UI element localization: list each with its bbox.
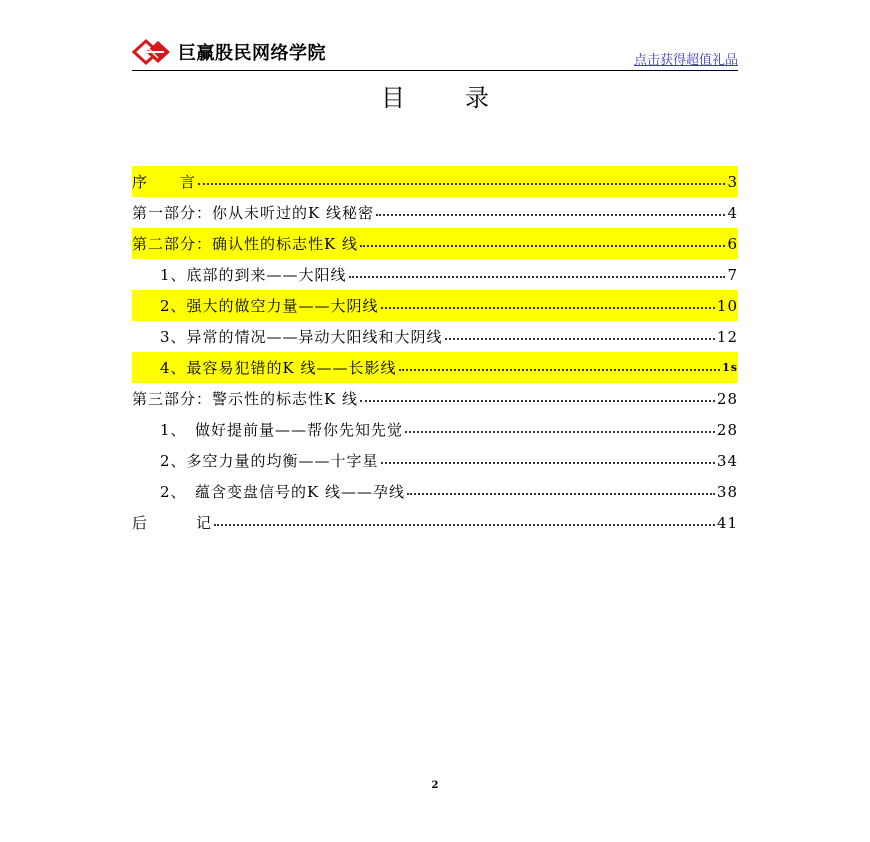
toc-entry-label: 序 言 xyxy=(132,173,197,191)
toc-leader-dots xyxy=(407,493,715,495)
page-title: 目录 xyxy=(381,84,549,112)
toc-entry-label: 1、底部的到来——大阳线 xyxy=(160,266,347,284)
toc-leader-dots xyxy=(360,400,715,402)
toc-entry-label: 第三部分：警示性的标志性K 线 xyxy=(132,390,358,408)
toc-leader-dots xyxy=(214,524,715,526)
toc-entry-page: 12 xyxy=(716,327,738,346)
toc-entry[interactable] xyxy=(132,445,738,476)
toc-entry-label: 2、多空力量的均衡——十字星 xyxy=(160,452,379,470)
logo-text: 巨赢股民网络学院 xyxy=(178,43,326,64)
toc-entry[interactable] xyxy=(132,414,738,445)
toc-leader-dots xyxy=(349,276,726,278)
toc-entry-label: 3、异常的情况——异动大阳线和大阴线 xyxy=(160,328,443,346)
toc-leader-dots xyxy=(360,245,725,247)
toc-entry-label: 1、 做好提前量——帮你先知先觉 xyxy=(160,421,404,439)
toc-entry[interactable] xyxy=(132,352,738,383)
page-number: 2 xyxy=(431,780,439,791)
toc-entry-page: 41 xyxy=(716,513,738,532)
logo[interactable] xyxy=(132,38,326,66)
promo-link[interactable]: 点击获得超值礼品 xyxy=(633,53,738,68)
toc-entry[interactable] xyxy=(132,321,738,352)
toc-leader-dots xyxy=(381,307,715,309)
toc-entry[interactable] xyxy=(132,259,738,290)
toc-entry-label: 后 记 xyxy=(132,514,213,532)
toc-leader-dots xyxy=(376,214,725,216)
toc-entry-page: 1s xyxy=(722,361,738,374)
toc-entry[interactable] xyxy=(132,166,738,197)
toc-entry[interactable] xyxy=(132,476,738,507)
toc-entry-label: 第二部分：确认性的标志性K 线 xyxy=(132,235,358,253)
toc-entry-page: 7 xyxy=(727,265,738,284)
toc-entry-page: 28 xyxy=(716,420,738,439)
toc-entry-label: 2、强大的做空力量——大阴线 xyxy=(160,297,379,315)
toc-entry[interactable] xyxy=(132,507,738,538)
page-header xyxy=(132,38,738,71)
toc-entry[interactable] xyxy=(132,228,738,259)
toc-entry-page: 10 xyxy=(716,296,738,315)
toc-entry-label: 4、最容易犯错的K 线——长影线 xyxy=(160,359,397,377)
toc-leader-dots xyxy=(381,462,715,464)
toc-entry[interactable] xyxy=(132,290,738,321)
red-diamond-logo-icon xyxy=(132,38,172,66)
toc-entry-label: 第一部分：你从未听过的K 线秘密 xyxy=(132,204,374,222)
toc-entry[interactable] xyxy=(132,383,738,414)
toc-entry-label: 2、 蕴含变盘信号的K 线——孕线 xyxy=(160,483,406,501)
toc-entry-page: 28 xyxy=(716,389,738,408)
toc-entry-page: 34 xyxy=(716,451,738,470)
toc-entry-page: 4 xyxy=(727,203,738,222)
toc-entry-page: 6 xyxy=(727,234,738,253)
toc-entry[interactable] xyxy=(132,197,738,228)
toc-entry-page: 38 xyxy=(716,482,738,501)
toc-leader-dots xyxy=(405,431,715,433)
toc-entry-page: 3 xyxy=(727,172,738,191)
table-of-contents xyxy=(132,166,738,538)
toc-leader-dots xyxy=(445,338,715,340)
toc-leader-dots xyxy=(198,183,725,185)
toc-leader-dots xyxy=(399,369,721,371)
